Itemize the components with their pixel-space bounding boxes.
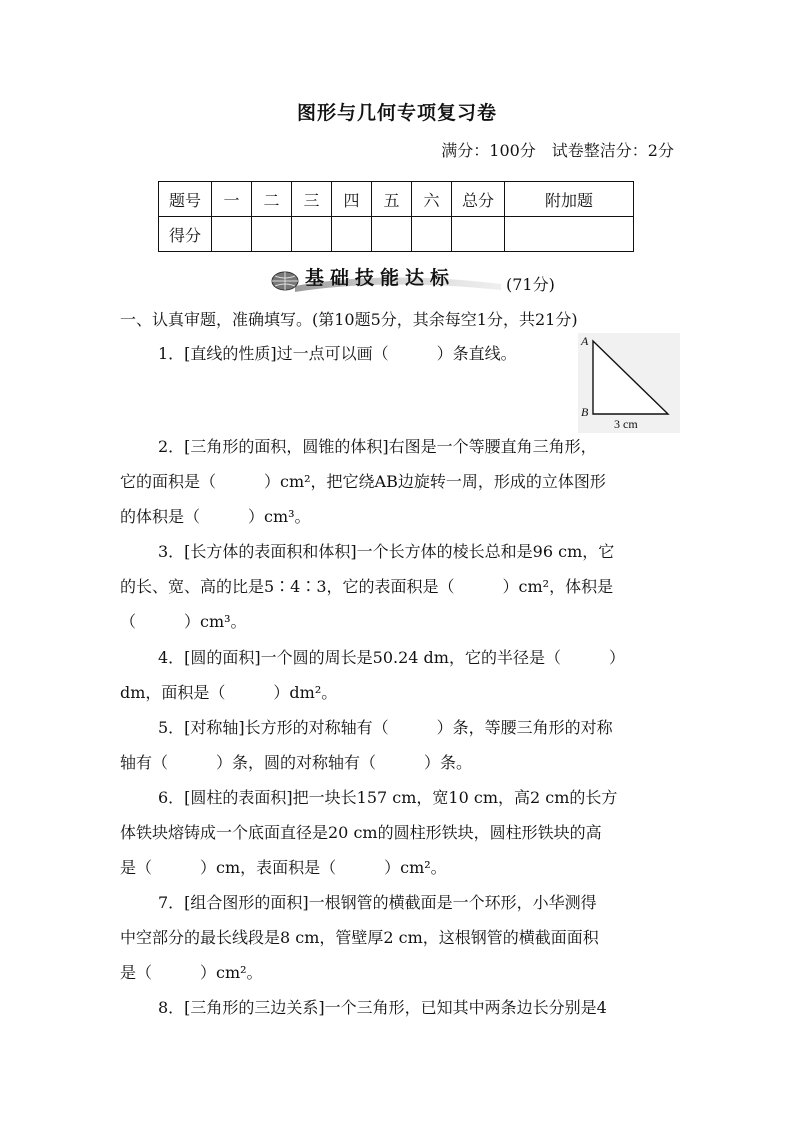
score-table-header-row <box>159 182 634 217</box>
question-line: 是（ ）cm²。 <box>120 963 263 982</box>
vertex-b-label: B <box>581 405 589 419</box>
question-line: 6．[圆柱的表面积]把一块长157 cm，宽10 cm，高2 cm的长方 <box>158 788 618 807</box>
globe-icon <box>272 272 298 290</box>
question-line: 3．[长方体的表面积和体积]一个长方体的棱长总和是96 cm，它 <box>158 542 615 561</box>
score-cell[interactable] <box>212 217 252 252</box>
section-banner-score: (71分) <box>506 275 555 294</box>
score-cell[interactable] <box>452 217 505 252</box>
score-info: 满分：100分 试卷整洁分：2分 <box>441 141 674 160</box>
question-line: 5．[对称轴]长方形的对称轴有（ ）条，等腰三角形的对称 <box>158 718 613 737</box>
score-cell[interactable] <box>412 217 452 252</box>
question-line: 4．[圆的面积]一个圆的周长是50.24 dm，它的半径是（ ） <box>158 648 625 667</box>
score-table-header: 六 <box>412 182 452 217</box>
score-cell[interactable] <box>372 217 412 252</box>
section-heading: 一、认真审题，准确填写。(第10题5分，其余每空1分，共21分) <box>120 310 578 329</box>
score-table-header: 一 <box>212 182 252 217</box>
score-cell[interactable] <box>252 217 292 252</box>
score-table-header: 二 <box>252 182 292 217</box>
question-line: 7．[组合图形的面积]一根钢管的横截面是一个环形，小华测得 <box>158 893 597 912</box>
question-line: 2．[三角形的面积，圆锥的体积]右图是一个等腰直角三角形， <box>158 437 597 456</box>
question-line: 中空部分的最长线段是8 cm，管壁厚2 cm，这根钢管的横截面面积 <box>120 928 599 947</box>
score-table-score-row <box>159 217 634 252</box>
question-line: 的长、宽、高的比是5∶4∶3，它的表面积是（ ）cm²，体积是 <box>120 577 614 596</box>
score-cell[interactable] <box>505 217 634 252</box>
question-line: dm，面积是（ ）dm²。 <box>120 683 338 702</box>
score-cell[interactable] <box>332 217 372 252</box>
score-table-header: 题号 <box>159 182 212 217</box>
score-table <box>158 181 634 252</box>
vertex-a-label: A <box>581 334 589 348</box>
score-table-header: 五 <box>372 182 412 217</box>
score-table-header: 三 <box>292 182 332 217</box>
question-line: 1．[直线的性质]过一点可以画（ ）条直线。 <box>158 344 517 363</box>
section-banner-label: 基础技能达标 <box>305 267 456 289</box>
page-title: 图形与几何专项复习卷 <box>296 102 497 124</box>
question-line: 轴有（ ）条，圆的对称轴有（ ）条。 <box>120 753 473 772</box>
question-line: 体铁块熔铸成一个底面直径是20 cm的圆柱形铁块，圆柱形铁块的高 <box>120 823 602 842</box>
question-line: （ ）cm³。 <box>120 612 247 631</box>
score-table-header: 总分 <box>452 182 505 217</box>
score-table-row-label: 得分 <box>159 217 212 252</box>
score-table-header: 四 <box>332 182 372 217</box>
question-line: 它的面积是（ ）cm²，把它绕AB边旋转一周，形成的立体图形 <box>120 472 606 491</box>
question-line: 是（ ）cm，表面积是（ ）cm²。 <box>120 858 447 877</box>
question-line: 8．[三角形的三边关系]一个三角形，已知其中两条边长分别是4 <box>158 998 607 1017</box>
score-cell[interactable] <box>292 217 332 252</box>
question-line: 的体积是（ ）cm³。 <box>120 507 311 526</box>
score-table-header: 附加题 <box>505 182 634 217</box>
base-length-label: 3 cm <box>614 417 638 431</box>
